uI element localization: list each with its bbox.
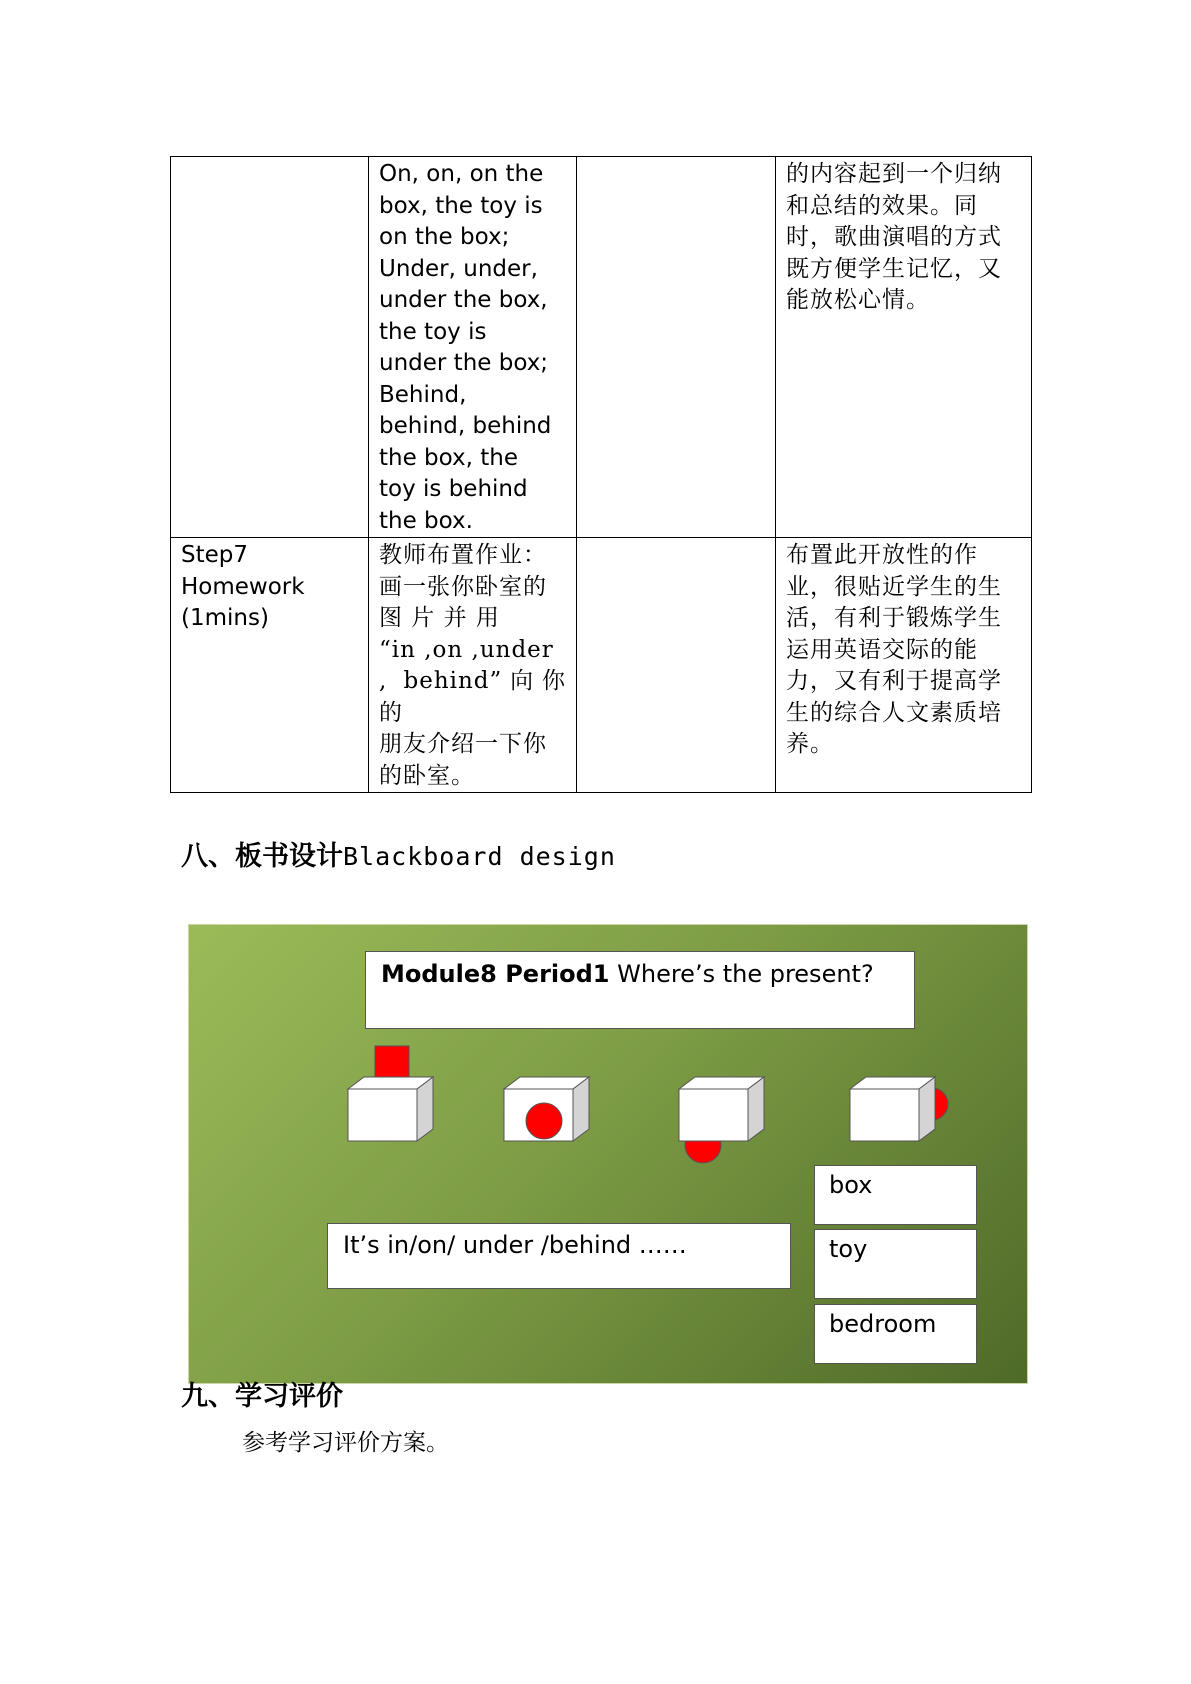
student-cell (577, 538, 776, 793)
section-heading-blackboard (181, 834, 616, 873)
cell-line: 画一张你卧室的 (379, 573, 547, 600)
section-label-zh: 八、板书设计 (181, 841, 343, 872)
board-title-bold: Module8 Period1 (381, 960, 610, 988)
cell-line: Under, under, (379, 255, 538, 282)
cell-line: On, on, on the (379, 161, 544, 187)
purpose-cell (776, 157, 1032, 538)
purpose-cell (776, 538, 1032, 793)
cell-line: 图 片 并 用 (379, 605, 500, 631)
section-label-en: Blackboard design (343, 842, 616, 871)
cell-line: the box. (379, 507, 473, 534)
word-card-toy: toy (814, 1229, 977, 1299)
lesson-plan-table (170, 156, 1032, 793)
word-card-bedroom: bedroom (814, 1304, 977, 1364)
cell-line: toy is behind (379, 476, 528, 502)
toy-on-box-icon (348, 1046, 433, 1141)
activity-cell (369, 538, 577, 793)
cell-line: 教师布置作业： (379, 542, 547, 568)
cell-line: 业，很贴近学生的生 (786, 573, 1002, 600)
cell-line: 朋友介绍一下你 (379, 731, 547, 757)
cell-line: the toy is (379, 318, 487, 345)
section-heading-evaluation: 九、学习评价 (181, 1381, 343, 1412)
board-title-rest: Where’s the present? (609, 960, 874, 988)
cell-line: box, the toy is (379, 192, 543, 219)
step-cell (171, 538, 369, 793)
cell-line: 能放松心情。 (786, 287, 930, 313)
cell-line: 时，歌曲演唱的方式 (786, 224, 1002, 250)
word-card-box: box (814, 1165, 977, 1225)
cell-line: 和总结的效果。同 (786, 192, 978, 219)
cell-line: the box, the (379, 444, 518, 471)
cell-line: 既方便学生记忆，又 (786, 255, 1002, 282)
cell-line: Homework (181, 573, 305, 600)
sentence-box: It’s in/on/ under /behind …… (327, 1223, 791, 1289)
cell-line: 活，有利于锻炼学生 (786, 605, 1002, 631)
evaluation-text: 参考学习评价方案。 (242, 1430, 449, 1456)
step-cell (171, 157, 369, 538)
cell-line: 力，又有利于提高学 (786, 668, 1002, 694)
cell-line: (1mins) (181, 605, 269, 631)
table-row (171, 157, 1032, 538)
cell-line: behind, behind (379, 413, 552, 439)
cell-line: 的卧室。 (379, 762, 475, 789)
cell-line: “in ,on ,under (379, 636, 554, 663)
cell-line: under the box, (379, 287, 548, 313)
cell-line: 运用英语交际的能 (786, 636, 978, 663)
cell-line: 布置此开放性的作 (786, 542, 978, 568)
cell-line: 生的综合人文素质培 (786, 699, 1002, 726)
cell-line: under the box; (379, 350, 549, 376)
blackboard (188, 924, 1028, 1384)
toy-under-box-icon (679, 1077, 764, 1163)
cell-line: 养。 (786, 731, 834, 757)
cell-line: 的内容起到一个归纳 (786, 161, 1002, 187)
student-cell (577, 157, 776, 538)
cell-line: on the box; (379, 224, 510, 250)
toy-behind-box-icon (850, 1077, 948, 1141)
toy-in-box-icon (504, 1077, 589, 1141)
cell-line: Step7 (181, 542, 249, 568)
cell-line: Behind, (379, 381, 467, 408)
activity-cell (369, 157, 577, 538)
cell-line: , behind”向你的 (379, 668, 566, 726)
table-row (171, 538, 1032, 793)
